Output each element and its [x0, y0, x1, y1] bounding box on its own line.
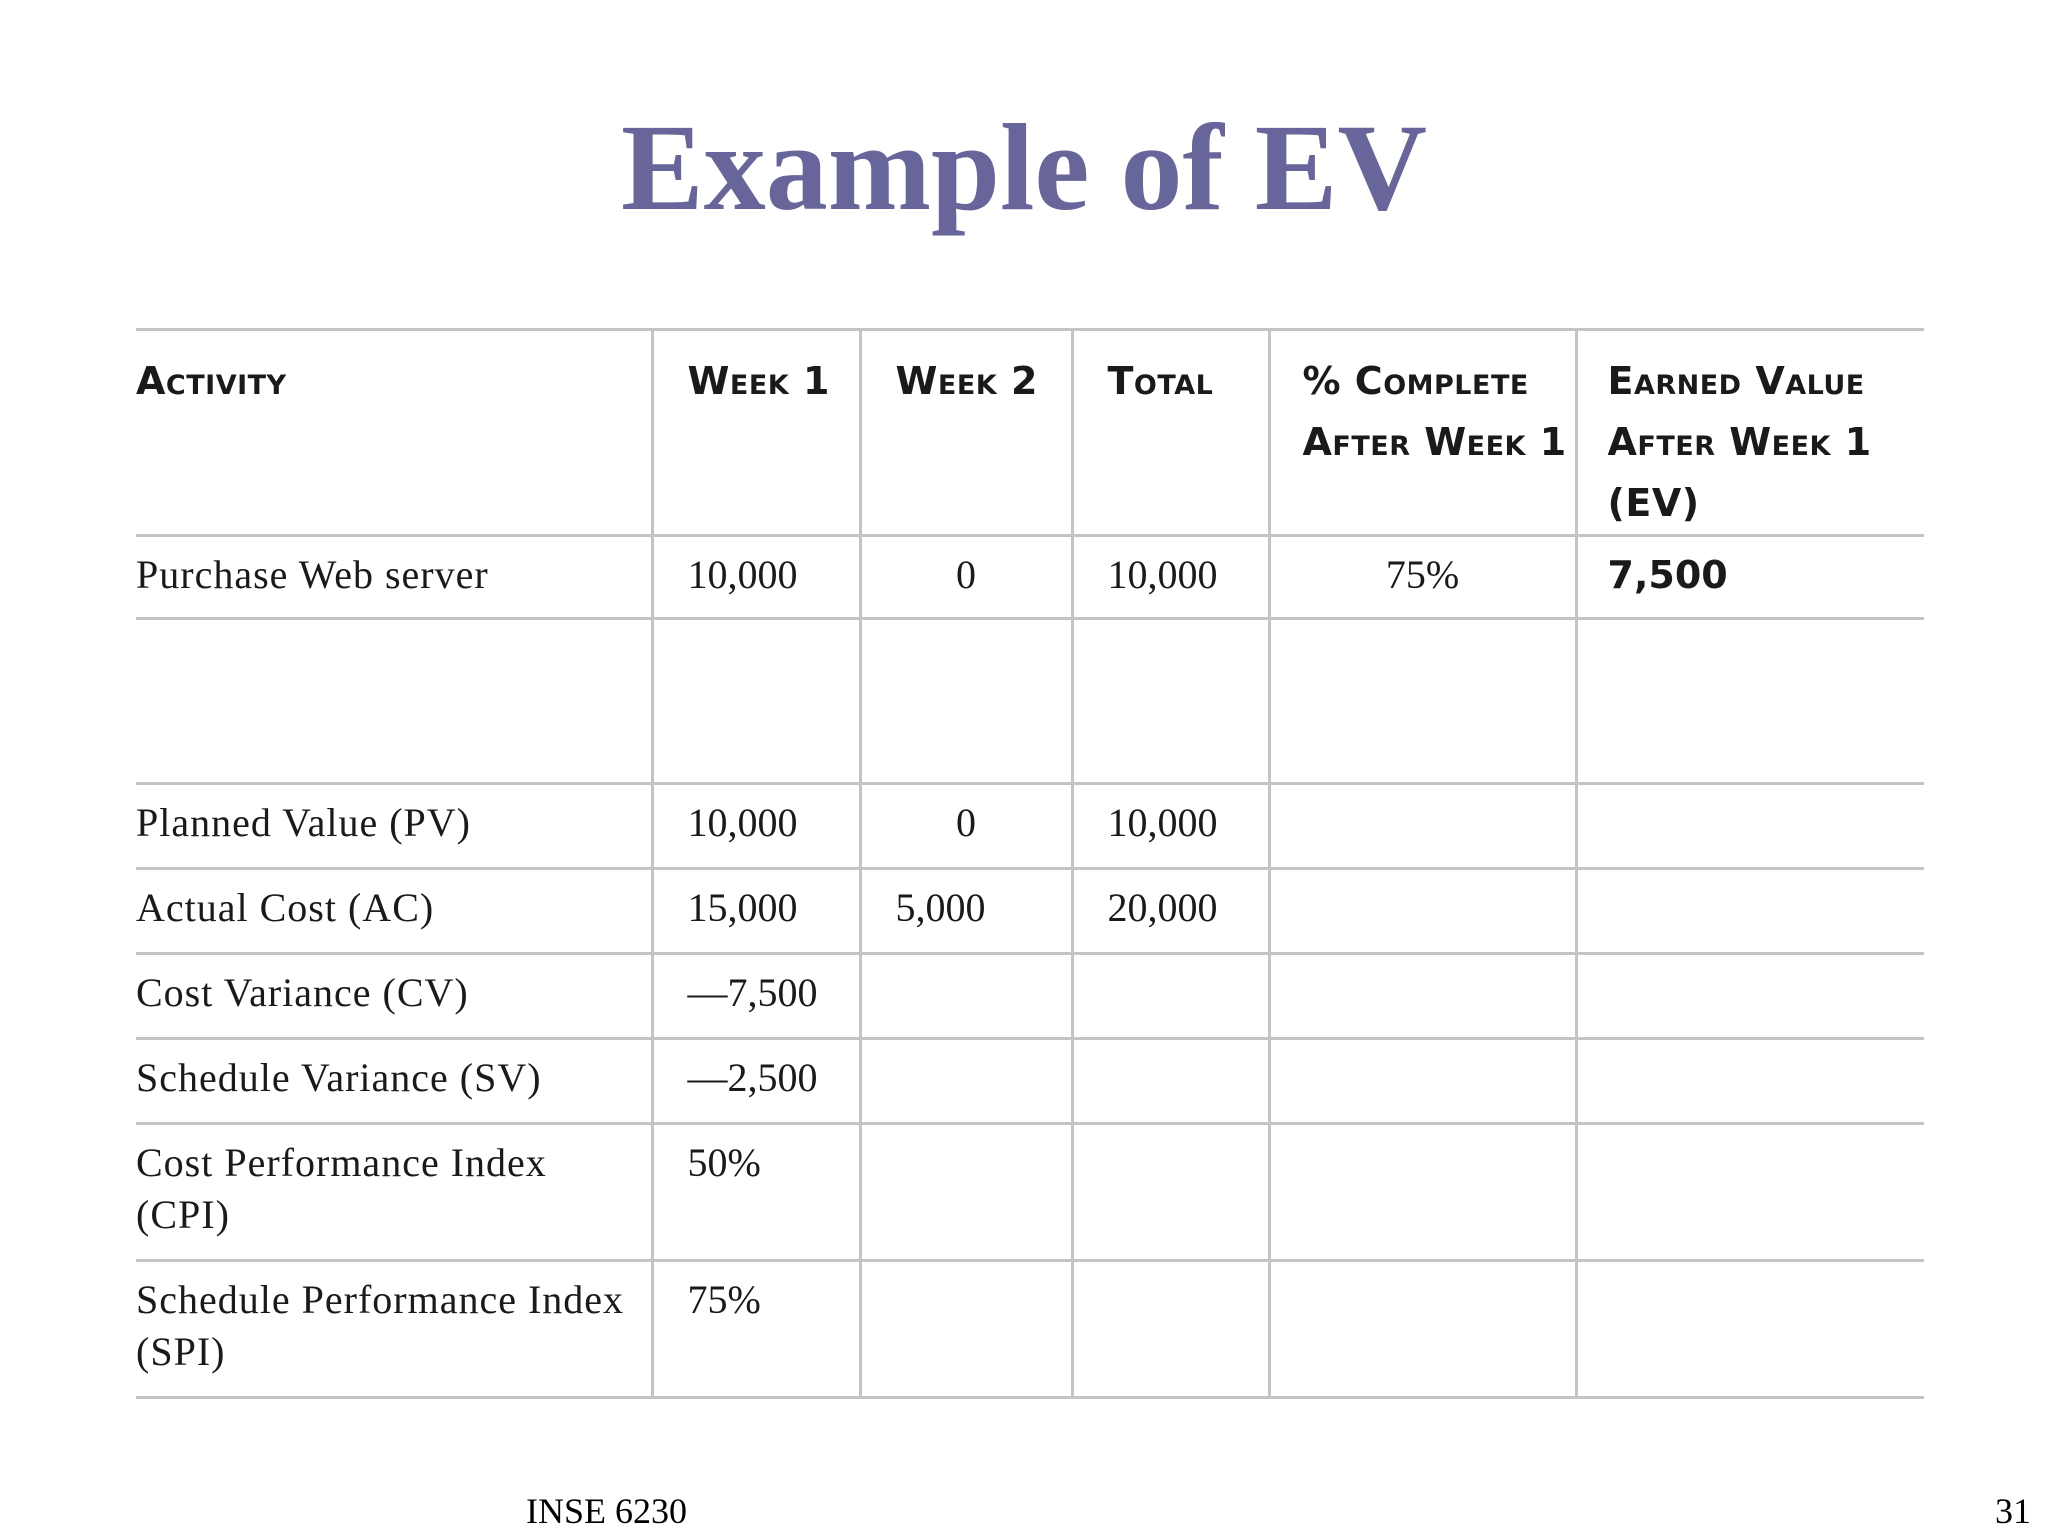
- table-row: [136, 1124, 1924, 1261]
- table-row: [136, 784, 1924, 869]
- cell-earned-value: 7,500: [1576, 536, 1924, 619]
- cell-activity: Schedule Variance (SV): [136, 1039, 652, 1124]
- cell-week-2: 0: [860, 784, 1072, 869]
- cell-activity: Purchase Web server: [136, 536, 652, 619]
- table-header-row: [136, 330, 1924, 536]
- header-week-2: Week 2: [860, 330, 1072, 536]
- cell-earned-value: [1576, 1124, 1924, 1261]
- table-row-blank: [136, 619, 1924, 784]
- cell-percent-complete: [1269, 1124, 1576, 1261]
- cell-earned-value: [1576, 1261, 1924, 1398]
- cell-activity: [136, 619, 652, 784]
- header-activity: Activity: [136, 330, 652, 536]
- cell-activity: Planned Value (PV): [136, 784, 652, 869]
- cell-earned-value: [1576, 1039, 1924, 1124]
- cell-week-1: 15,000: [652, 869, 860, 954]
- cell-week-2: [860, 1124, 1072, 1261]
- cell-total: [1072, 619, 1269, 784]
- cell-activity: Actual Cost (AC): [136, 869, 652, 954]
- cell-total: 10,000: [1072, 536, 1269, 619]
- cell-percent-complete: [1269, 954, 1576, 1039]
- table-row: [136, 869, 1924, 954]
- cell-total: 20,000: [1072, 869, 1269, 954]
- cell-week-2: [860, 1039, 1072, 1124]
- cell-percent-complete: 75%: [1269, 536, 1576, 619]
- page-number: 31: [1995, 1491, 2031, 1531]
- cell-week-1: [652, 619, 860, 784]
- table-row: [136, 1039, 1924, 1124]
- cell-week-1: 50%: [652, 1124, 860, 1261]
- cell-total: [1072, 954, 1269, 1039]
- cell-percent-complete: [1269, 1039, 1576, 1124]
- header-percent-complete: % Complete After Week 1: [1269, 330, 1576, 536]
- cell-activity: Cost Performance Index (CPI): [136, 1124, 652, 1261]
- earned-value-table: [136, 328, 1924, 1399]
- header-week-1: Week 1: [652, 330, 860, 536]
- slide-title: Example of EV: [621, 99, 1427, 236]
- cell-total: [1072, 1039, 1269, 1124]
- cell-earned-value: [1576, 869, 1924, 954]
- cell-percent-complete: [1269, 619, 1576, 784]
- cell-earned-value: [1576, 954, 1924, 1039]
- cell-week-2: 5,000: [860, 869, 1072, 954]
- header-total: Total: [1072, 330, 1269, 536]
- header-earned-value: Earned Value After Week 1 (EV): [1576, 330, 1924, 536]
- cell-week-1: 10,000: [652, 536, 860, 619]
- footer-course-code: INSE 6230: [526, 1491, 687, 1531]
- table-row: [136, 954, 1924, 1039]
- cell-week-1: —7,500: [652, 954, 860, 1039]
- cell-week-1: —2,500: [652, 1039, 860, 1124]
- cell-percent-complete: [1269, 869, 1576, 954]
- cell-total: 10,000: [1072, 784, 1269, 869]
- cell-activity: Schedule Performance Index (SPI): [136, 1261, 652, 1398]
- cell-total: [1072, 1124, 1269, 1261]
- cell-total: [1072, 1261, 1269, 1398]
- cell-activity: Cost Variance (CV): [136, 954, 652, 1039]
- cell-week-2: [860, 954, 1072, 1039]
- cell-week-1: 75%: [652, 1261, 860, 1398]
- table-row: [136, 1261, 1924, 1398]
- cell-percent-complete: [1269, 784, 1576, 869]
- cell-week-2: [860, 1261, 1072, 1398]
- cell-percent-complete: [1269, 1261, 1576, 1398]
- cell-week-2: [860, 619, 1072, 784]
- cell-week-1: 10,000: [652, 784, 860, 869]
- cell-earned-value: [1576, 784, 1924, 869]
- cell-week-2: 0: [860, 536, 1072, 619]
- cell-earned-value: [1576, 619, 1924, 784]
- table-row: [136, 536, 1924, 619]
